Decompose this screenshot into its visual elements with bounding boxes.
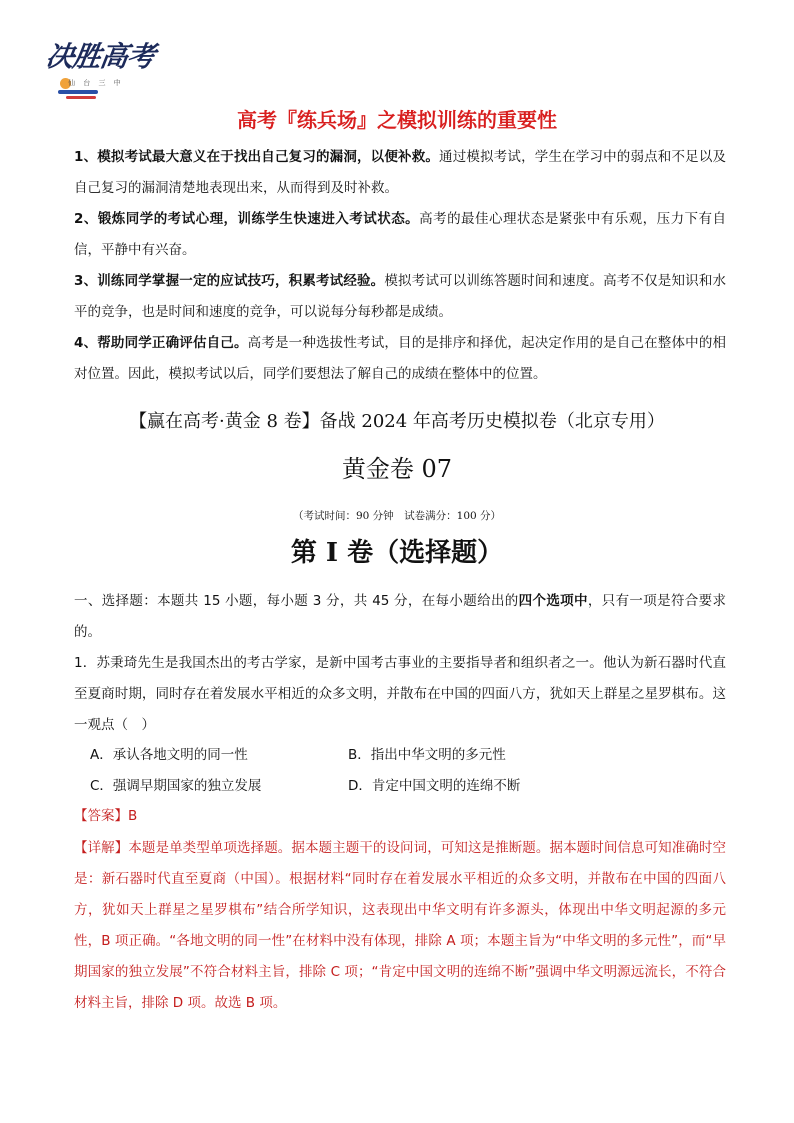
tip-2-text: 高考的最佳心理状态是紧张中有乐观，压力下有自信，平静中有兴奋。 <box>74 211 726 258</box>
option-d: D．肯定中国文明的连绵不断 <box>348 778 521 794</box>
tip-4 <box>74 328 726 390</box>
option-b: B．指出中华文明的多元性 <box>348 747 506 763</box>
instruction <box>74 586 726 648</box>
tip-1 <box>74 142 726 204</box>
tip-2 <box>74 204 726 266</box>
option-c: C．强调早期国家的独立发展 <box>90 778 262 794</box>
logo-subtext: 仙 台 三 中 <box>68 79 124 87</box>
logo-text: 决胜高考 <box>43 40 157 73</box>
question-stem: 1．苏秉琦先生是我国杰出的考古学家，是新中国考古事业的主要指导者和组织者之一。他认为新石器时代直至夏商时期，同时存在着发展水平相近的众多文明，并散布在中国的四面八方，犹如天上群星之星罗棋布。这一观点（ ） <box>74 655 726 733</box>
answer-label: 【答案】 <box>74 808 128 824</box>
exam-info: （考试时间：90 分钟 试卷满分：100 分） <box>292 510 502 522</box>
paper-title: 黄金卷 07 <box>341 455 453 483</box>
tip-2-bold: 2、锻炼同学的考试心理，训练学生快速进入考试状态。 <box>74 211 420 227</box>
tip-1-bold: 1、模拟考试最大意义在于找出自己复习的漏洞，以便补救。 <box>74 149 440 165</box>
tip-3 <box>74 266 726 328</box>
explanation-label: 【详解】 <box>74 840 129 856</box>
banner-title: 高考『练兵场』之模拟训练的重要性 <box>237 108 557 132</box>
tip-3-bold: 3、训练同学掌握一定的应试技巧，积累考试经验。 <box>74 273 385 289</box>
instruction-bold: 四个选项中 <box>518 593 588 609</box>
instruction-prefix: 一、选择题：本题共 15 小题，每小题 3 分，共 45 分，在每小题给出的 <box>74 593 519 609</box>
tip-1-text: 通过模拟考试，学生在学习中的弱点和不足以及自己复习的漏洞清楚地表现出来，从而得到及时补救。 <box>74 149 726 196</box>
option-a: A．承认各地文明的同一性 <box>90 747 248 763</box>
part-title: 第 I 卷（选择题） <box>290 538 504 568</box>
explanation-text: 本题是单类型单项选择题。据本题主题干的设问词，可知这是推断题。据本题时间信息可知准确时空是：新石器时代直至夏商（中国）。根据材料“同时存在着发展水平相近的众多文明，并散布在中国的四面八方，犹如天上群星之星罗棋布”结合所学知识，这表现出中华文明有许多源头，体现出中华文明起源的多元性，B 项正确。“各地文明的同一性”在材料中没有体现，排除 A 项；本题主旨为“中华文明的多元性”，而“早期国家的独立发展”不符合材料主旨，排除 C 项；“肯定中国文明的连绵不断”强调中华文明源远流长，不符合材料主旨，排除 D 项。故选 B 项。 <box>74 840 727 1011</box>
tip-4-bold: 4、帮助同学正确评估自己。 <box>74 335 248 351</box>
tip-4-text: 高考是一种选拔性考试，目的是排序和择优，起决定作用的是自己在整体中的相对位置。因此，模拟考试以后，同学们要想法了解自己的成绩在整体中的位置。 <box>74 335 726 382</box>
tip-3-text: 模拟考试可以训练答题时间和速度。高考不仅是知识和水平的竞争，也是时间和速度的竞争，可以说每分每秒都是成绩。 <box>74 273 726 320</box>
answer <box>74 801 726 832</box>
explanation <box>74 833 726 1019</box>
exam-title: 【赢在高考·黄金 8 卷】备战 2024 年高考历史模拟卷（北京专用） <box>129 411 665 432</box>
instruction-suffix: ，只有一项是符合要求的。 <box>74 593 726 640</box>
wave-icon <box>58 90 98 94</box>
wave-icon-secondary <box>66 96 96 99</box>
logo <box>43 40 166 106</box>
answer-value: B <box>128 808 138 824</box>
